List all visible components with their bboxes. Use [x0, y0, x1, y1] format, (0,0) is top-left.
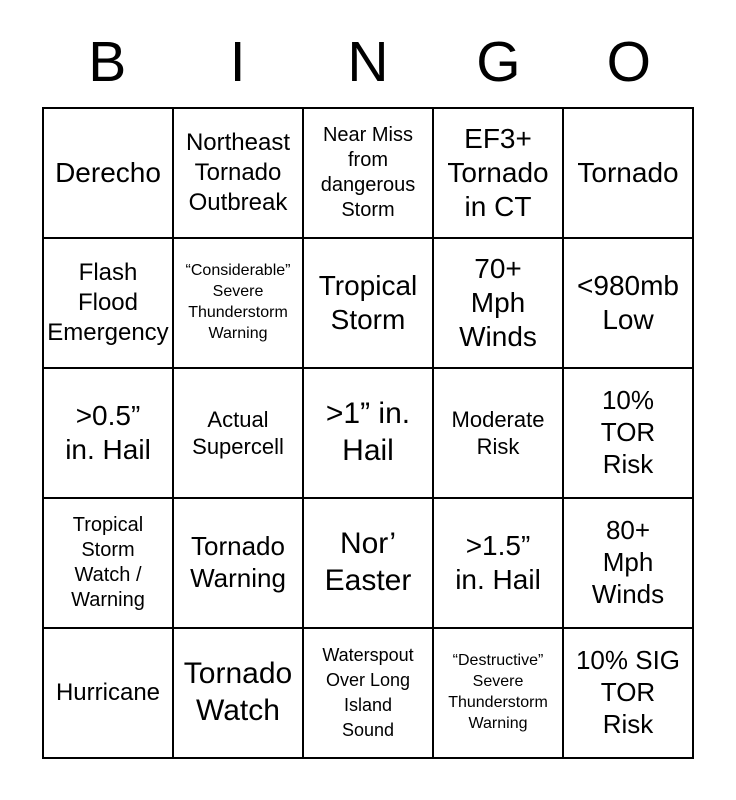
- cell-line: Flood: [77, 289, 139, 316]
- cell-line: Flash: [78, 259, 138, 286]
- cell-line: Island: [343, 695, 393, 715]
- cell-line: 80+: [605, 515, 651, 546]
- cell-line: Severe: [472, 673, 524, 691]
- cell-line: Hail: [342, 434, 394, 467]
- bingo-cell[interactable]: [174, 109, 304, 239]
- bingo-title: [42, 30, 694, 94]
- bingo-cell[interactable]: [44, 499, 174, 629]
- cell-line: Tornado: [194, 159, 282, 186]
- bingo-cell[interactable]: [304, 629, 434, 759]
- bingo-cell[interactable]: [434, 239, 564, 369]
- cell-line: Hurricane: [55, 679, 161, 706]
- cell-line: Actual: [207, 406, 269, 432]
- bingo-cell[interactable]: [304, 369, 434, 499]
- cell-line: Warning: [190, 563, 286, 593]
- title-letter-n: N: [347, 30, 389, 94]
- cell-line: Tornado: [577, 156, 679, 188]
- bingo-cell[interactable]: [434, 369, 564, 499]
- bingo-cell[interactable]: [174, 239, 304, 369]
- cell-line: Northeast: [185, 129, 291, 156]
- bingo-card-page: [0, 30, 736, 800]
- cell-line: Waterspout: [322, 644, 414, 665]
- bingo-cell[interactable]: [564, 499, 694, 629]
- cell-line: Risk: [602, 448, 654, 479]
- bingo-cell[interactable]: [434, 109, 564, 239]
- bingo-cell[interactable]: [564, 239, 694, 369]
- cell-line: Outbreak: [188, 189, 288, 216]
- title-letter-i: I: [229, 30, 246, 94]
- cell-line: dangerous: [320, 174, 416, 196]
- cell-line: Risk: [476, 434, 520, 459]
- cell-line: TOR: [600, 417, 656, 448]
- cell-line: Over Long: [325, 669, 411, 690]
- cell-line: “Destructive”: [452, 652, 544, 670]
- cell-line: Tropical: [318, 269, 418, 301]
- bingo-cell[interactable]: [564, 109, 694, 239]
- cell-line: Derecho: [55, 156, 161, 188]
- bingo-cell[interactable]: [434, 499, 564, 629]
- cell-line: in CT: [464, 191, 532, 223]
- cell-line: Low: [602, 304, 654, 335]
- cell-line: 10%: [601, 385, 655, 416]
- cell-line: Severe: [212, 283, 264, 301]
- cell-line: in. Hail: [455, 564, 541, 595]
- cell-line: Warning: [71, 589, 145, 611]
- cell-line: Near Miss: [322, 124, 413, 146]
- bingo-cell[interactable]: [304, 239, 434, 369]
- bingo-cell[interactable]: [304, 499, 434, 629]
- bingo-cell[interactable]: [174, 369, 304, 499]
- cell-line: Storm: [330, 304, 406, 335]
- bingo-cell[interactable]: [304, 109, 434, 239]
- title-letter-b: B: [88, 30, 127, 94]
- bingo-grid: [42, 107, 694, 759]
- cell-line: Emergency: [47, 319, 169, 346]
- cell-line: Winds: [459, 321, 537, 353]
- title-letter-o: O: [606, 30, 651, 94]
- cell-line: Watch /: [74, 564, 142, 586]
- cell-line: Warning: [208, 324, 268, 342]
- title-letter-g: G: [476, 30, 521, 94]
- cell-line: from: [348, 149, 388, 171]
- cell-line: Winds: [591, 578, 665, 609]
- cell-line: Warning: [468, 714, 528, 732]
- cell-line: Tornado: [447, 156, 549, 188]
- cell-line: >0.5”: [75, 399, 141, 431]
- bingo-cell[interactable]: [564, 629, 694, 759]
- cell-line: Supercell: [192, 434, 284, 459]
- cell-line: “Considerable”: [185, 262, 291, 280]
- cell-line: Mph: [470, 286, 526, 318]
- bingo-cell[interactable]: [174, 629, 304, 759]
- cell-line: 10% SIG: [575, 645, 681, 676]
- cell-line: in. Hail: [65, 434, 151, 465]
- cell-line: Nor’: [339, 527, 397, 561]
- cell-line: Storm: [81, 539, 135, 561]
- cell-line: Storm: [341, 199, 395, 221]
- cell-line: EF3+: [464, 122, 532, 154]
- bingo-cell[interactable]: [174, 499, 304, 629]
- bingo-cell[interactable]: [44, 239, 174, 369]
- cell-line: Watch: [196, 694, 280, 727]
- cell-line: Moderate: [451, 406, 545, 432]
- bingo-cell[interactable]: [564, 369, 694, 499]
- cell-line: >1.5”: [465, 529, 531, 561]
- cell-line: Easter: [324, 564, 412, 597]
- cell-line: >1” in.: [325, 397, 411, 431]
- cell-line: <980mb: [577, 269, 679, 301]
- cell-line: Tornado: [183, 657, 293, 691]
- cell-line: Tropical: [72, 514, 144, 536]
- cell-line: Tornado: [191, 531, 285, 562]
- bingo-cell[interactable]: [44, 109, 174, 239]
- bingo-cell[interactable]: [44, 369, 174, 499]
- cell-line: Risk: [602, 708, 654, 739]
- cell-line: 70+: [474, 252, 522, 284]
- cell-line: Thunderstorm: [188, 304, 288, 321]
- cell-line: Sound: [341, 720, 395, 741]
- cell-line: TOR: [600, 677, 656, 708]
- bingo-cell[interactable]: [44, 629, 174, 759]
- cell-line: Thunderstorm: [448, 694, 548, 711]
- cell-line: Mph: [602, 547, 654, 578]
- bingo-cell[interactable]: [434, 629, 564, 759]
